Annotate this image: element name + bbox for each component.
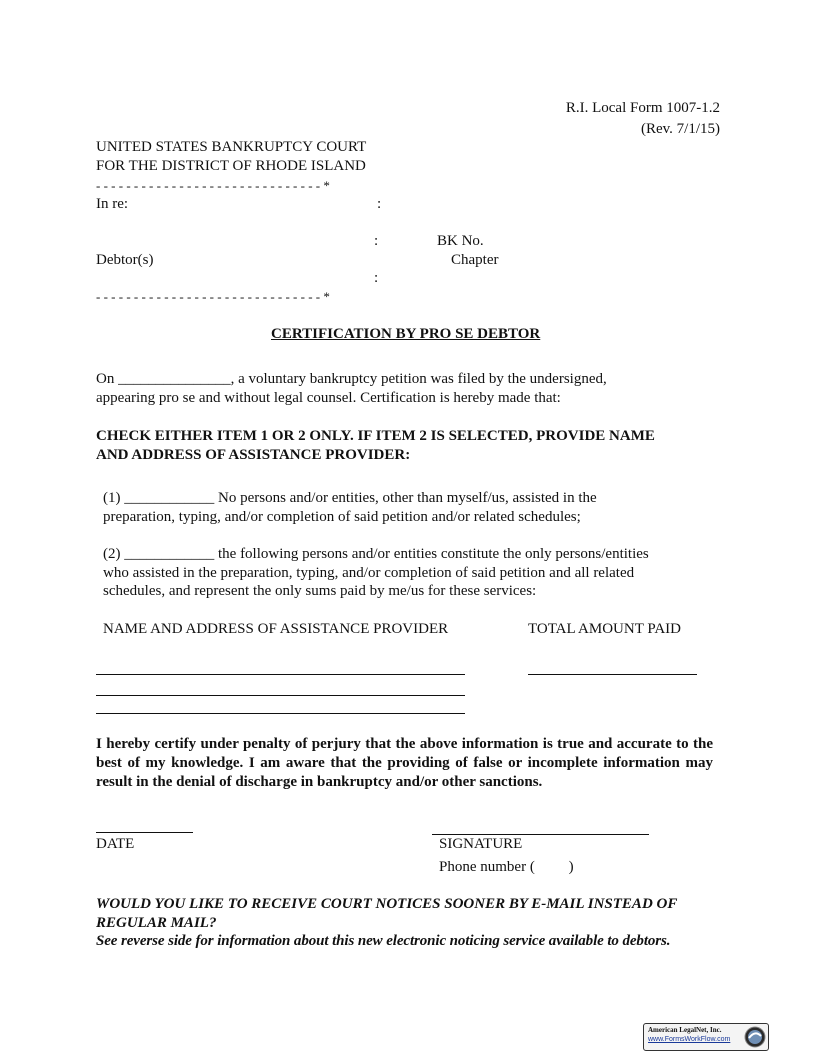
forms-workflow-badge[interactable] xyxy=(643,1023,769,1051)
caption-colon: : xyxy=(374,233,379,249)
certification-statement: I hereby certify under penalty of perjury that the above information is true and accurate to the best of my knowledge. I am aware that the providing of false or incomplete information may result in the denial of discharge in bankruptcy and/or other sanctions. xyxy=(96,736,713,790)
court-district: FOR THE DISTRICT OF RHODE ISLAND xyxy=(96,158,366,174)
item-2-line-2: who assisted in the preparation, typing, and/or completion of said petition and all related xyxy=(103,565,635,581)
phone-number-label: Phone number ( ) xyxy=(439,859,574,875)
caption-divider-bottom: - - - - - - - - - - - - - - - - - - - - - - - - - - - - - - * xyxy=(96,289,330,304)
provider-column-header: NAME AND ADDRESS OF ASSISTANCE PROVIDER xyxy=(103,621,449,637)
item-2-line-1: (2) ____________ the following persons and/or entities constitute the only persons/entities xyxy=(103,546,649,562)
badge-url-link[interactable]: www.FormsWorkFlow.com xyxy=(648,1036,731,1043)
item-1-line-2: preparation, typing, and/or completion of said petition and/or related schedules; xyxy=(103,509,581,525)
globe-logo-icon xyxy=(744,1026,766,1048)
email-notice-line-3: See reverse side for information about this new electronic noticing service available to debtors. xyxy=(96,933,671,949)
instruction-line-1: CHECK EITHER ITEM 1 OR 2 ONLY. IF ITEM 2 IS SELECTED, PROVIDE NAME xyxy=(96,428,655,444)
intro-line-2: appearing pro se and without legal counsel. Certification is hereby made that: xyxy=(96,390,561,406)
caption-colon: : xyxy=(377,196,382,212)
document-title: CERTIFICATION BY PRO SE DEBTOR xyxy=(271,326,541,342)
form-revision: (Rev. 7/1/15) xyxy=(640,121,720,137)
provider-line-2[interactable] xyxy=(96,695,465,696)
amount-line[interactable] xyxy=(528,674,697,675)
chapter-label: Chapter xyxy=(451,252,499,268)
bk-number-label: BK No. xyxy=(437,233,484,249)
item-2-line-3: schedules, and represent the only sums paid by me/us for these services: xyxy=(103,583,537,599)
provider-line-3[interactable] xyxy=(96,713,465,714)
intro-line-1: On _______________, a voluntary bankruptcy petition was filed by the undersigned, xyxy=(96,371,607,387)
item-1-line-1: (1) ____________ No persons and/or entities, other than myself/us, assisted in the xyxy=(103,490,597,506)
provider-line-1[interactable] xyxy=(96,674,465,675)
email-notice-line-1: WOULD YOU LIKE TO RECEIVE COURT NOTICES SOONER BY E-MAIL INSTEAD OF xyxy=(96,896,678,912)
caption-colon: : xyxy=(374,270,379,286)
badge-company-name: American LegalNet, Inc. xyxy=(648,1026,722,1034)
caption-divider-top: - - - - - - - - - - - - - - - - - - - - - - - - - - - - - - * xyxy=(96,178,330,193)
in-re-label: In re: xyxy=(96,196,129,212)
debtors-label: Debtor(s) xyxy=(96,252,154,268)
signature-label: SIGNATURE xyxy=(439,836,523,852)
instruction-line-2: AND ADDRESS OF ASSISTANCE PROVIDER: xyxy=(96,447,411,463)
form-number: R.I. Local Form 1007-1.2 xyxy=(565,100,720,116)
amount-column-header: TOTAL AMOUNT PAID xyxy=(528,621,681,637)
email-notice-line-2: REGULAR MAIL? xyxy=(96,915,217,931)
court-name: UNITED STATES BANKRUPTCY COURT xyxy=(96,139,367,155)
date-line[interactable] xyxy=(96,832,193,833)
date-label: DATE xyxy=(96,836,135,852)
